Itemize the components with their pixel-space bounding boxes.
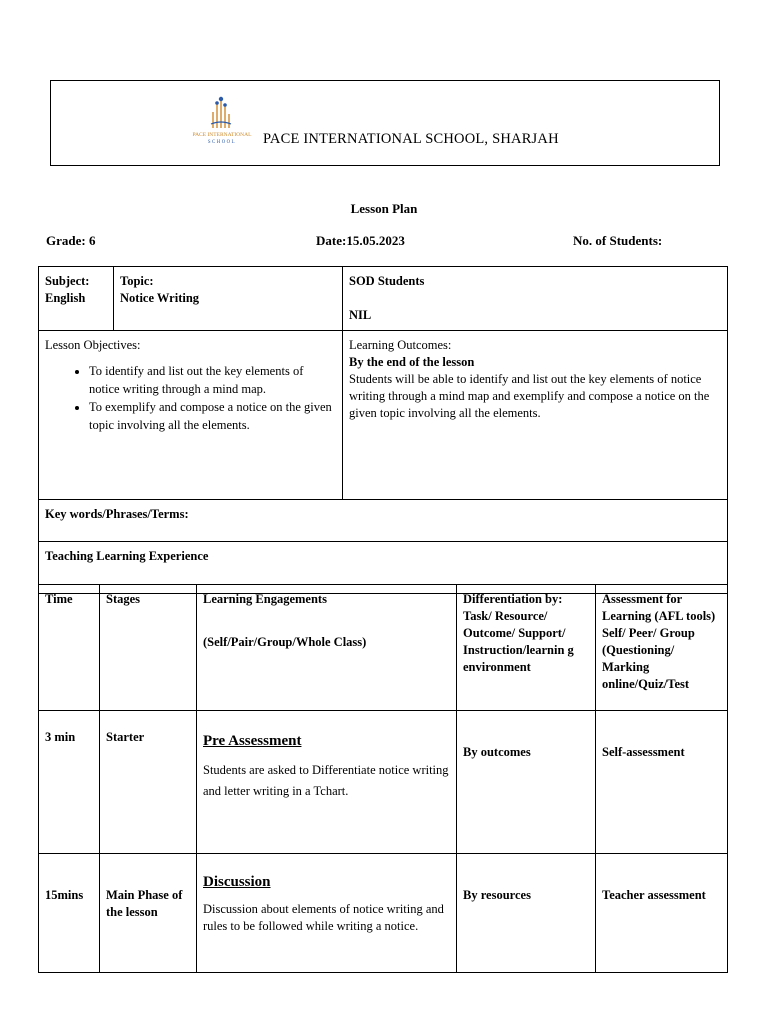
students-label: No. of Students: bbox=[573, 233, 663, 248]
subject-cell bbox=[39, 267, 114, 331]
table-row bbox=[39, 711, 728, 854]
row-engagement bbox=[197, 854, 457, 973]
tle-table bbox=[38, 584, 728, 973]
sod-value: NIL bbox=[349, 308, 372, 322]
school-name: PACE INTERNATIONAL SCHOOL, SHARJAH bbox=[263, 131, 559, 147]
col-stages: Stages bbox=[100, 585, 197, 711]
topic-value: Notice Writing bbox=[120, 291, 200, 305]
objectives-cell bbox=[39, 331, 343, 500]
topic-label: Topic: bbox=[120, 274, 154, 288]
row-heading: Pre Assessment bbox=[203, 733, 302, 749]
col-assessment: Assessment for Learning (AFL tools) Self/ Peer/ Group (Questioning/ Marking online/Quiz/Test bbox=[596, 585, 728, 711]
row-stage: Main Phase of the lesson bbox=[100, 854, 197, 973]
outcomes-cell bbox=[343, 331, 728, 500]
col-time: Time bbox=[39, 585, 100, 711]
row-time: 15mins bbox=[39, 854, 100, 973]
row-assessment: Self-assessment bbox=[596, 711, 728, 854]
grade-label: Grade: 6 bbox=[46, 233, 96, 248]
row-time: 3 min bbox=[39, 711, 100, 854]
tle-label: Teaching Learning Experience bbox=[45, 549, 209, 563]
school-logo-icon bbox=[183, 94, 261, 148]
row-text: Discussion about elements of notice writing and rules to be followed while writing a notice. bbox=[203, 902, 444, 933]
row-differentiation: By outcomes bbox=[457, 711, 596, 854]
info-table bbox=[38, 266, 728, 594]
outcomes-label: Learning Outcomes: bbox=[349, 338, 452, 352]
table-row bbox=[39, 854, 728, 973]
col-differentiation: Differentiation by: Task/ Resource/ Outcome/ Support/ Instruction/learnin g environment bbox=[457, 585, 596, 711]
sod-label: SOD Students bbox=[349, 274, 425, 288]
col-engagements-label: Learning Engagements bbox=[203, 592, 327, 606]
subject-label: Subject: bbox=[45, 274, 90, 288]
logo-text-1: PACE INTERNATIONAL bbox=[192, 132, 252, 138]
keywords-label: Key words/Phrases/Terms: bbox=[45, 507, 189, 521]
date-label: Date:15.05.2023 bbox=[316, 233, 405, 248]
row-engagement bbox=[197, 711, 457, 854]
objective-item: • To exemplify and compose a notice on the given topic involving all the elements. bbox=[89, 398, 336, 434]
topic-cell bbox=[114, 267, 343, 331]
outcomes-subheading: By the end of the lesson bbox=[349, 355, 475, 369]
outcomes-text: Students will be able to identify and list out the key elements of notice writing through a mind map and exemplify and compose a notice on the given topic involving all the elements. bbox=[349, 372, 710, 420]
row-assessment: Teacher assessment bbox=[596, 854, 728, 973]
keywords-cell bbox=[39, 500, 728, 542]
row-differentiation: By resources bbox=[457, 854, 596, 973]
col-engagements bbox=[197, 585, 457, 711]
header-box bbox=[50, 80, 720, 166]
col-engagements-sub: (Self/Pair/Group/Whole Class) bbox=[203, 635, 367, 649]
row-stage: Starter bbox=[100, 711, 197, 854]
row-text: Students are asked to Differentiate notice writing and letter writing in a Tchart. bbox=[203, 763, 449, 798]
row-heading: Discussion bbox=[203, 874, 271, 890]
objectives-label: Lesson Objectives: bbox=[45, 338, 141, 352]
subject-value: English bbox=[45, 291, 86, 305]
sod-cell bbox=[343, 267, 728, 331]
objective-item: • To identify and list out the key elements of notice writing through a mind map. bbox=[89, 362, 336, 398]
page-title: Lesson Plan bbox=[350, 201, 418, 216]
logo-text-2: SCHOOL bbox=[207, 140, 237, 145]
objectives-list bbox=[45, 362, 336, 434]
school-logo bbox=[183, 94, 261, 148]
